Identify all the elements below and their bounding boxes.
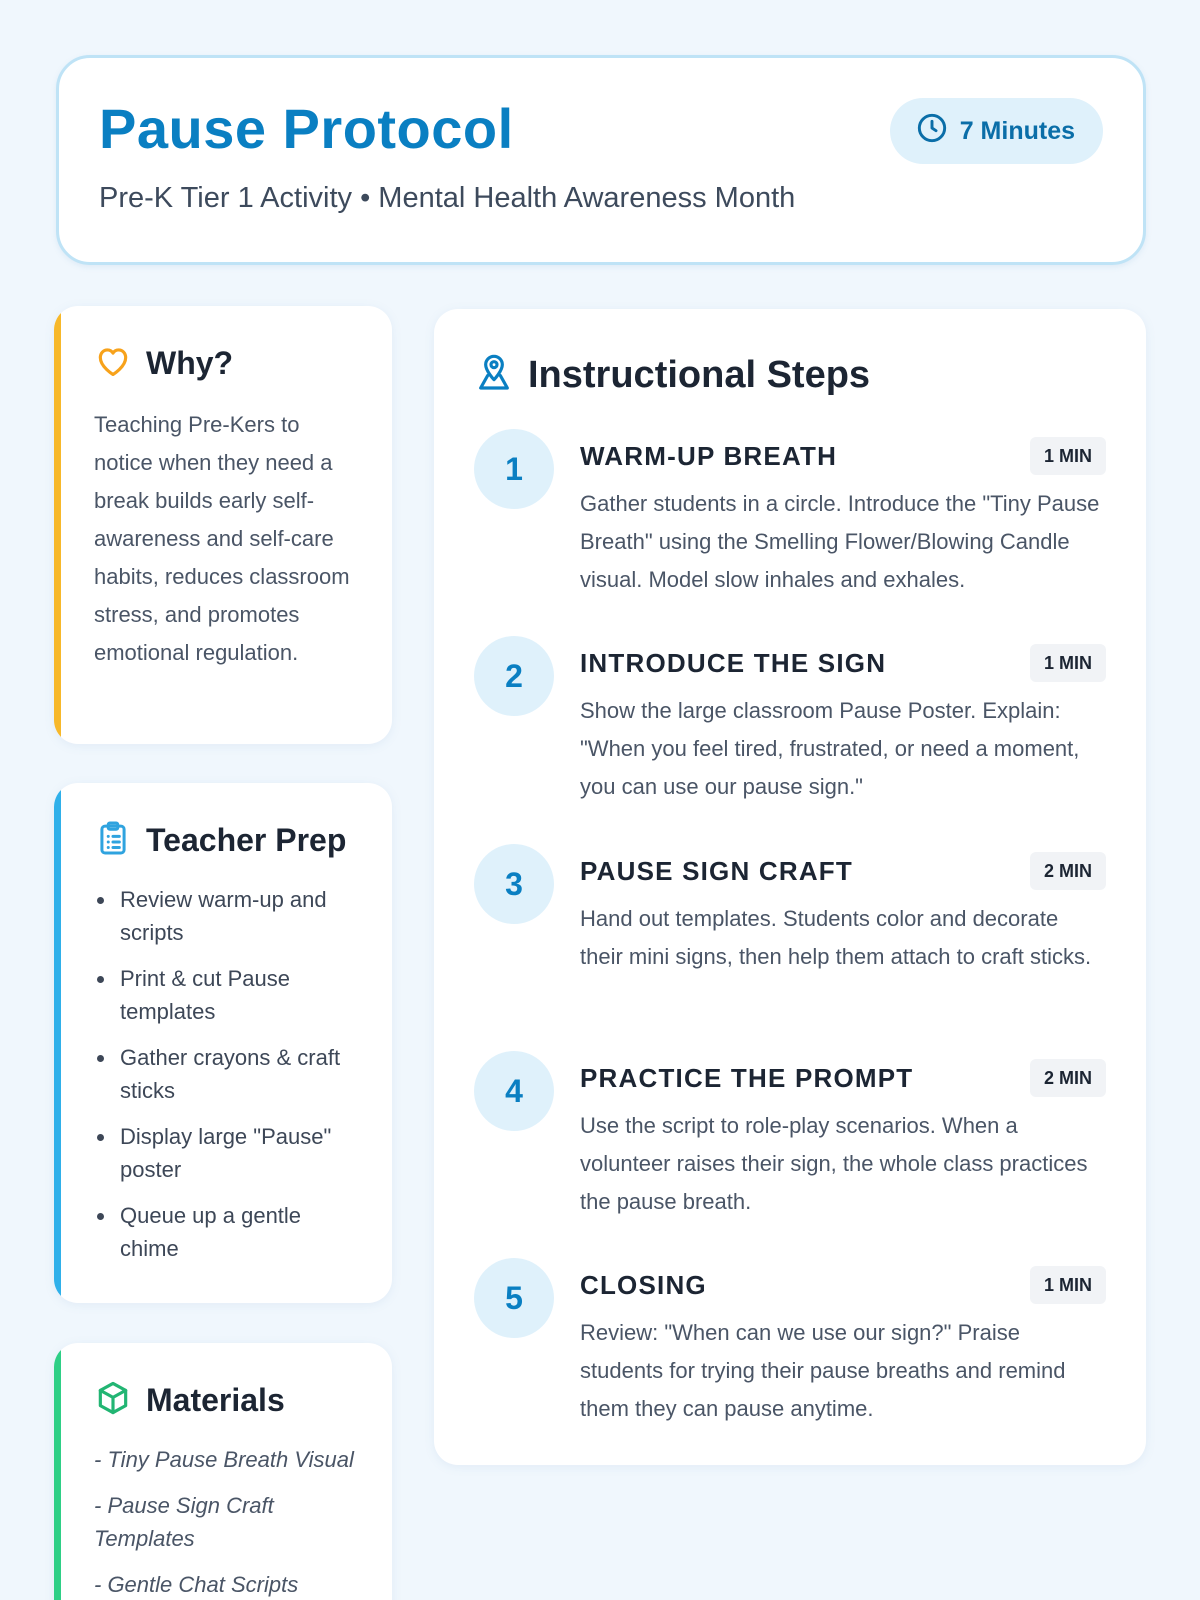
list-item: - Gentle Chat Scripts [94,1572,299,1597]
step-number: 5 [474,1258,554,1338]
page-title: Pause Protocol [99,97,514,160]
heart-icon [94,342,132,385]
list-item: - Tiny Pause Breath Visual [94,1447,354,1472]
step-item [474,636,1106,826]
prep-heading: Teacher Prep [146,822,347,858]
list-item: Queue up a gentle chime [94,1199,364,1265]
step-duration-badge: 2 MIN [1030,1059,1106,1097]
step-item [474,1051,1106,1241]
list-item: - Pause Sign Craft Templates [94,1493,274,1551]
step-item [474,844,1106,1034]
step-number: 2 [474,636,554,716]
step-duration-badge: 1 MIN [1030,644,1106,682]
duration-badge [890,98,1103,164]
step-description: Review: "When can we use our sign?" Praise students for trying their pause breaths and remind them they can pause anytime. [580,1320,1066,1421]
steps-header [474,353,870,398]
step-title: PRACTICE THE PROMPT [580,1063,914,1093]
step-title: CLOSING [580,1270,707,1300]
step-number: 1 [474,429,554,509]
instructional-steps-card [434,309,1146,1465]
prep-card-header [94,819,346,862]
step-description: Gather students in a circle. Introduce the "Tiny Pause Breath" using the Smelling Flower/Blowing Candle visual. Model slow inhales and exhales. [580,491,1100,592]
header-card [56,55,1146,265]
step-item [474,1258,1106,1448]
step-number: 4 [474,1051,554,1131]
step-description: Show the large classroom Pause Poster. Explain: "When you feel tired, frustrated, or need a moment, you can use our pause sign." [580,698,1080,799]
step-title: PAUSE SIGN CRAFT [580,856,853,886]
page-subtitle: Pre-K Tier 1 Activity • Mental Health Awareness Month [99,182,796,214]
step-description: Hand out templates. Students color and decorate their mini signs, then help them attach to craft sticks. [580,906,1092,969]
materials-heading: Materials [146,1382,285,1418]
step-title: WARM-UP BREATH [580,441,838,471]
step-title: INTRODUCE THE SIGN [580,648,887,678]
step-duration-badge: 1 MIN [1030,1266,1106,1304]
step-number: 3 [474,844,554,924]
materials-card [54,1343,392,1600]
step-item [474,429,1106,619]
why-heading: Why? [146,345,234,381]
list-item: Display large "Pause" poster [94,1120,364,1186]
step-duration-badge: 1 MIN [1030,437,1106,475]
clipboard-icon [94,819,132,862]
box-icon [94,1379,132,1422]
step-duration-badge: 2 MIN [1030,852,1106,890]
step-description: Use the script to role-play scenarios. When a volunteer raises their sign, the whole class practices the pause breath. [580,1113,1088,1214]
prep-list [94,883,364,1278]
teacher-prep-card [54,783,392,1303]
why-card [54,306,392,744]
why-card-header [94,342,233,385]
list-item: Gather crayons & craft sticks [94,1041,364,1107]
why-text: Teaching Pre-Kers to notice when they need a break builds early self-awareness and self-care habits, reduces classroom stress, and promotes emotional regulation. [94,412,350,665]
materials-list [94,1443,364,1600]
clock-icon [916,112,948,151]
steps-heading: Instructional Steps [528,354,871,396]
list-item: Review warm-up and scripts [94,883,364,949]
list-item: Print & cut Pause templates [94,962,364,1028]
materials-card-header [94,1379,285,1422]
map-pin-icon [474,353,514,398]
duration-label: 7 Minutes [959,116,1075,145]
